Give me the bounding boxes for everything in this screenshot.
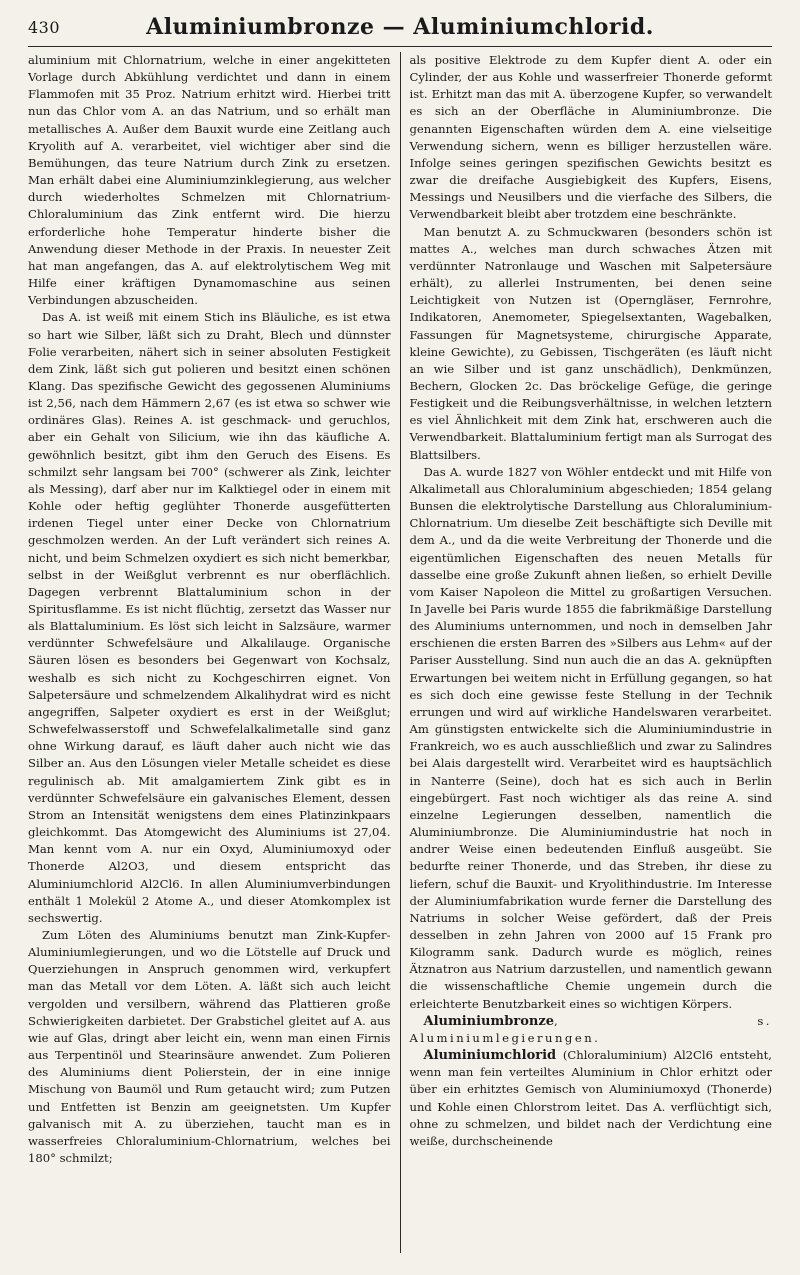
left-paragraph: aluminium mit Chlornatrium, welche in einer angekitteten Vorlage durch Abkühlung verdichtet und dann in einem Flammofen mit 35 Proz. Natrium erhitzt wird. Hierbei tritt nun das Chlor vom A. an das Natrium, und so erhält man metallisches A. Außer dem Bauxit wurde eine Zeitlang auch Kryolith auf A. verarbeitet, viel wichtiger aber sind die Bemühungen, das teure Natrium durch Zink zu ersetzen. Man erhält dabei eine Aluminiumzinklegierung, aus welcher durch wiederholtes Schmelzen mit Chlornatrium-Chloraluminium das Zink entfernt wird. Die hierzu erforderliche hohe Temperatur hinderte bisher die Anwendung dieser Methode in der Praxis. In neuester Zeit hat man angefangen, das A. auf elektrolytischem Weg mit Hilfe einer kräftigen Dynamomaschine aus seinen Verbindungen abzuscheiden. <box>28 53 391 308</box>
entry-text: , s. Aluminiumlegierungen. <box>409 1013 772 1045</box>
right-column <box>401 52 773 1253</box>
entry-text: (Chloraluminium) Al2Cl6 entsteht, wenn man fein verteiltes Aluminium in Chlor erhitzt oder über ein erhitztes Gemisch von Aluminiumoxyd (Thonerde) und Kohle einen Chlorstrom leitet. Das A. verflüchtigt sich, ohne zu schmelzen, und bildet nach der Verdichtung eine weiße, durchscheinende <box>409 1048 772 1148</box>
entry-aluminiumbronze <box>410 1013 773 1047</box>
left-paragraph: Zum Löten des Aluminiums benutzt man Zink-Kupfer-Aluminiumlegierungen, und wo die Lötstelle auf Druck und Querziehungen in Anspruch genommen wird, verkupfert man das Metall vor dem Löten. A. läßt sich auch leicht vergolden und versilbern, während das Plattieren große Schwierigkeiten darbietet. Der Grabstichel gleitet auf A. aus wie auf Glas, dringt aber leicht ein, wenn man einen Firnis aus Terpentinöl und Stearinsäure anwendet. Zum Polieren des Aluminiums dient Polierstein, der in eine innige Mischung von Baumöl und Rum getaucht wird; zum Putzen und Entfetten ist Benzin am geeignetsten. Um Kupfer galvanisch mit A. zu überziehen, taucht man es in wasserfreies Chloraluminium-Chlornatrium, welches bei 180° schmilzt; <box>28 927 391 1165</box>
right-paragraph: Man benutzt A. zu Schmuckwaren (besonders schön ist mattes A., welches man durch schwaches Ätzen mit verdünnter Natronlauge und Waschen mit Salpetersäure erhält), zu allerlei Instrumenten, bei denen seine Leichtigkeit von Nutzen ist (Operngläser, Fernrohre, Indikatoren, Anemometer, Spiegelsextanten, Wagebalken, Fassungen für Magnetsysteme, chirurgische Apparate, kleine Gewichte), zu Gebissen, Tischgeräten (es läuft nicht an wie Silber und ist ganz unschädlich), Denkmünzen, Bechern, Glocken 2c. Das bröckelige Gefüge, die geringe Festigkeit und die Reibungsverhältnisse, in welchen letztern es viel Ähnlichkeit mit dem Zink hat, erschweren auch die Verwendbarkeit. Blattaluminium fertigt man als Surrogat des Blattsilbers. <box>409 224 772 462</box>
running-title: Aluminiumbronze — Aluminiumchlorid. <box>146 14 654 40</box>
page-number: 430 <box>28 18 61 37</box>
left-paragraph: Das A. ist weiß mit einem Stich ins Bläuliche, es ist etwa so hart wie Silber, läßt sich zu Draht, Blech und dünnster Folie verarbeiten, nähert sich in seiner absoluten Festigkeit dem Zink, läßt sich gut polieren und besitzt einen schönen Klang. Das spezifische Gewicht des gegossenen Aluminiums ist 2,56, nach dem Hämmern 2,67 (es ist etwa so schwer wie ordinäres Glas). Reines A. ist geschmack- und geruchlos, aber ein Gehalt von Silicium, wie ihn das käufliche A. gewöhnlich besitzt, gibt ihm den Geruch des Eisens. Es schmilzt sehr langsam bei 700° (schwerer als Zink, leichter als Messing), darf aber nur im Kalktiegel oder in einem mit Kohle oder heftig geglühter Thonerde ausgefütterten irdenen Tiegel unter einer Decke von Chlornatrium geschmolzen werden. An der Luft verändert sich reines A. nicht, und beim Schmelzen oxydiert es sich nicht bemerkbar, selbst in der Weißglut verbrennt es nur oberflächlich. Dagegen verbrennt Blattaluminium schon in der Spiritusflamme. Es ist nicht flüchtig, zersetzt das Wasser nur als Blattaluminium. Es löst sich leicht in Salzsäure, warmer verdünnter Schwefelsäure und Alkalilauge. Organische Säuren lösen es besonders bei Gegenwart von Kochsalz, weshalb es sich nicht zu Kochgeschirren eignet. Von Salpetersäure und schmelzendem Alkalihydrat wird es nicht angegriffen, Salpeter oxydiert es erst in der Weißglut; Schwefelwasserstoff und Schwefelalkalimetalle sind ganz ohne Wirkung darauf, es läuft daher auch nicht wie das Silber an. Aus den Lösungen vieler Metalle scheidet es diese regulinisch ab. Mit amalgamiertem Zink gibt es in verdünnter Schwefelsäure ein galvanisches Element, dessen Strom an Intensität wenigstens dem eines Platinzinkpaars gleichkommt. Das Atomgewicht des Aluminiums ist 27,04. Man kennt vom A. nur ein Oxyd, Aluminiumoxyd oder Thonerde Al2O3, und diesem entspricht das Aluminiumchlorid Al2Cl6. In allen Aluminiumverbindungen enthält 1 Molekül 2 Atome A., und dieser Atomkomplex ist sechswertig. <box>28 310 391 925</box>
entry-aluminiumchlorid <box>410 1047 773 1150</box>
right-paragraph: als positive Elektrode zu dem Kupfer dient A. oder ein Cylinder, der aus Kohle und wasserfreier Thonerde geformt ist. Erhitzt man das mit A. überzogene Kupfer, so verwandelt es sich an der Oberfläche in Aluminiumbronze. Die genannten Eigenschaften würden dem A. eine vielseitige Verwendung sichern, wenn es billiger herzustellen wäre. Infolge seines geringen spezifischen Gewichts besitzt es zwar die dreifache Ausgiebigkeit des Kupfers, Eisens, Messings und Neusilbers und die vierfache des Silbers, die Verwendbarkeit bleibt aber trotzdem eine beschränkte. <box>409 53 772 222</box>
entry-headword: Aluminiumchlorid <box>423 1048 557 1064</box>
text-columns <box>28 52 772 1253</box>
right-paragraph: Das A. wurde 1827 von Wöhler entdeckt und mit Hilfe von Alkalimetall aus Chloraluminium abgeschieden; 1854 gelang Bunsen die elektrolytische Darstellung aus Chloraluminium-Chlornatrium. Um dieselbe Zeit beschäftigte sich Deville mit dem A., und da die weite Verbreitung der Thonerde und die eigentümlichen Eigenschaften des neuen Metalls für dasselbe eine große Zukunft ahnen ließen, so erhielt Deville vom Kaiser Napoleon die Mittel zu großartigen Versuchen. In Javelle bei Paris wurde 1855 die fabrikmäßige Darstellung des Aluminiums unternommen, und noch in demselben Jahr erschienen die ersten Barren des »Silbers aus Lehm« auf der Pariser Ausstellung. Sind nun auch die an das A. geknüpften Erwartungen bei weitem nicht in Erfüllung gegangen, so hat es sich doch eine gewisse feste Stellung in der Technik errungen und wird auf wirkliche Handelswaren verarbeitet. Am günstigsten entwickelte sich die Aluminiumindustrie in Frankreich, wo es auch ausschließlich und zwar zu Salindres bei Alais dargestellt wird. Verarbeitet wird es hauptsächlich in Nanterre (Seine), doch hat es sich auch in Berlin eingebürgert. Fast noch wichtiger als das reine A. sind einzelne Legierungen desselben, namentlich die Aluminiumbronze. Die Aluminiumindustrie hat noch in andrer Weise einen bedeutenden Einfluß ausgeübt. Sie bedurfte reiner Thonerde, und das Streben, ihr diese zu liefern, schuf die Bauxit- und Kryolithindustrie. Im Interesse der Aluminiumfabrikation wurde ferner die Darstellung des Natriums in solcher Weise gefördert, daß der Preis desselben in zehn Jahren von 2000 auf 15 Frank pro Kilogramm sank. Dadurch wurde es möglich, reines Ätznatron aus Natrium darzustellen, und namentlich gewann die wissenschaftliche Chemie ungemein durch die erleichterte Benutzbarkeit eines so wichtigen Körpers. <box>409 464 772 1011</box>
entry-headword: Aluminiumbronze <box>423 1013 554 1029</box>
page-header <box>28 10 772 47</box>
left-column <box>28 52 400 1253</box>
